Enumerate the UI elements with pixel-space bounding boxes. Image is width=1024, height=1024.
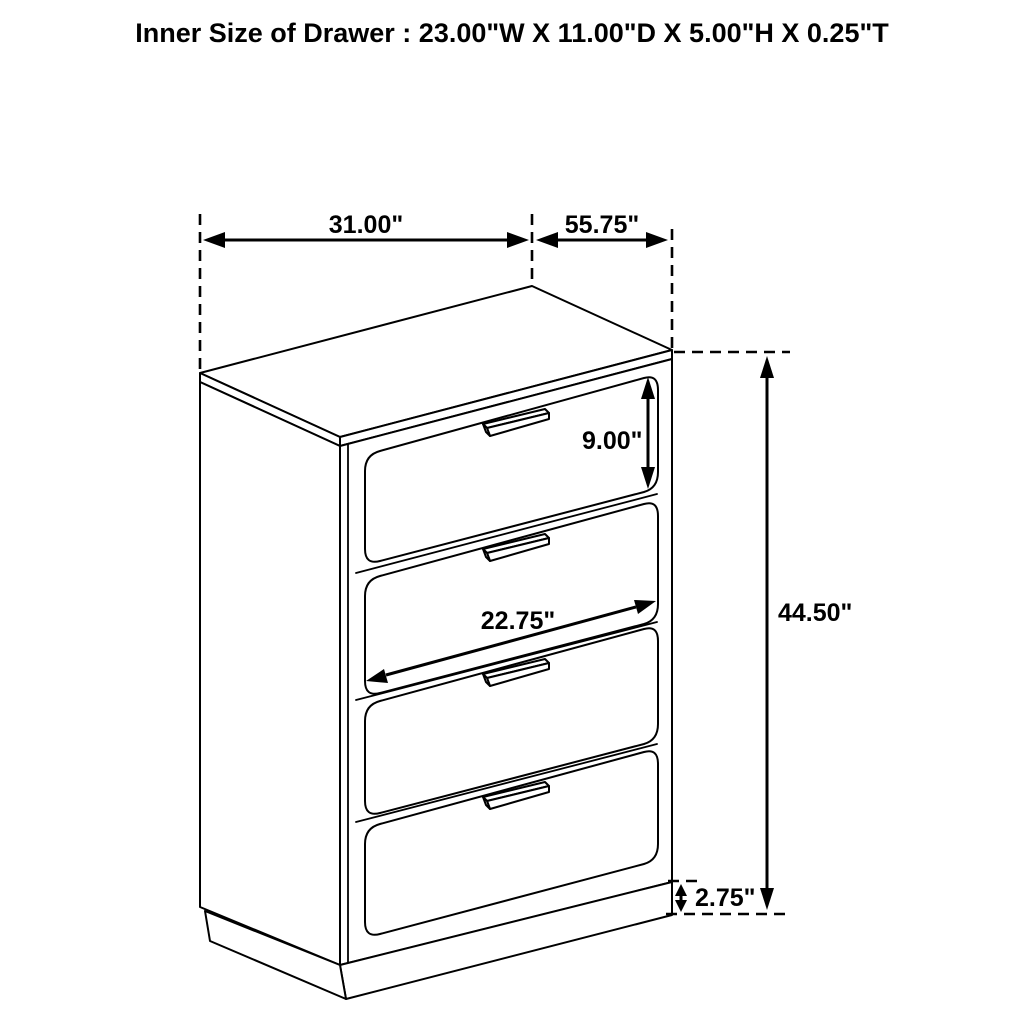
left-side-panel (200, 382, 340, 965)
arrowhead-right (646, 232, 668, 248)
dim-overall-height (666, 352, 852, 914)
diagram-title: Inner Size of Drawer : 23.00"W X 11.00"D X 5.00"H X 0.25"T (135, 18, 889, 48)
base-height-label: 2.75" (695, 884, 756, 912)
top-width-label: 31.00" (328, 211, 404, 239)
dim-base-height (668, 881, 756, 912)
arrowhead-up (675, 884, 687, 896)
top-depth-label: 55.75" (564, 211, 640, 239)
arrowhead-down (760, 888, 774, 910)
arrowhead-left (536, 232, 558, 248)
overall-height-label: 44.50" (778, 599, 853, 627)
drawer-width-label: 22.75" (480, 607, 556, 635)
drawer-height-label: 9.00" (582, 427, 643, 455)
arrowhead-down (675, 900, 687, 912)
arrowhead-right (507, 232, 529, 248)
arrowhead-left (203, 232, 225, 248)
arrowhead-up (760, 356, 774, 378)
